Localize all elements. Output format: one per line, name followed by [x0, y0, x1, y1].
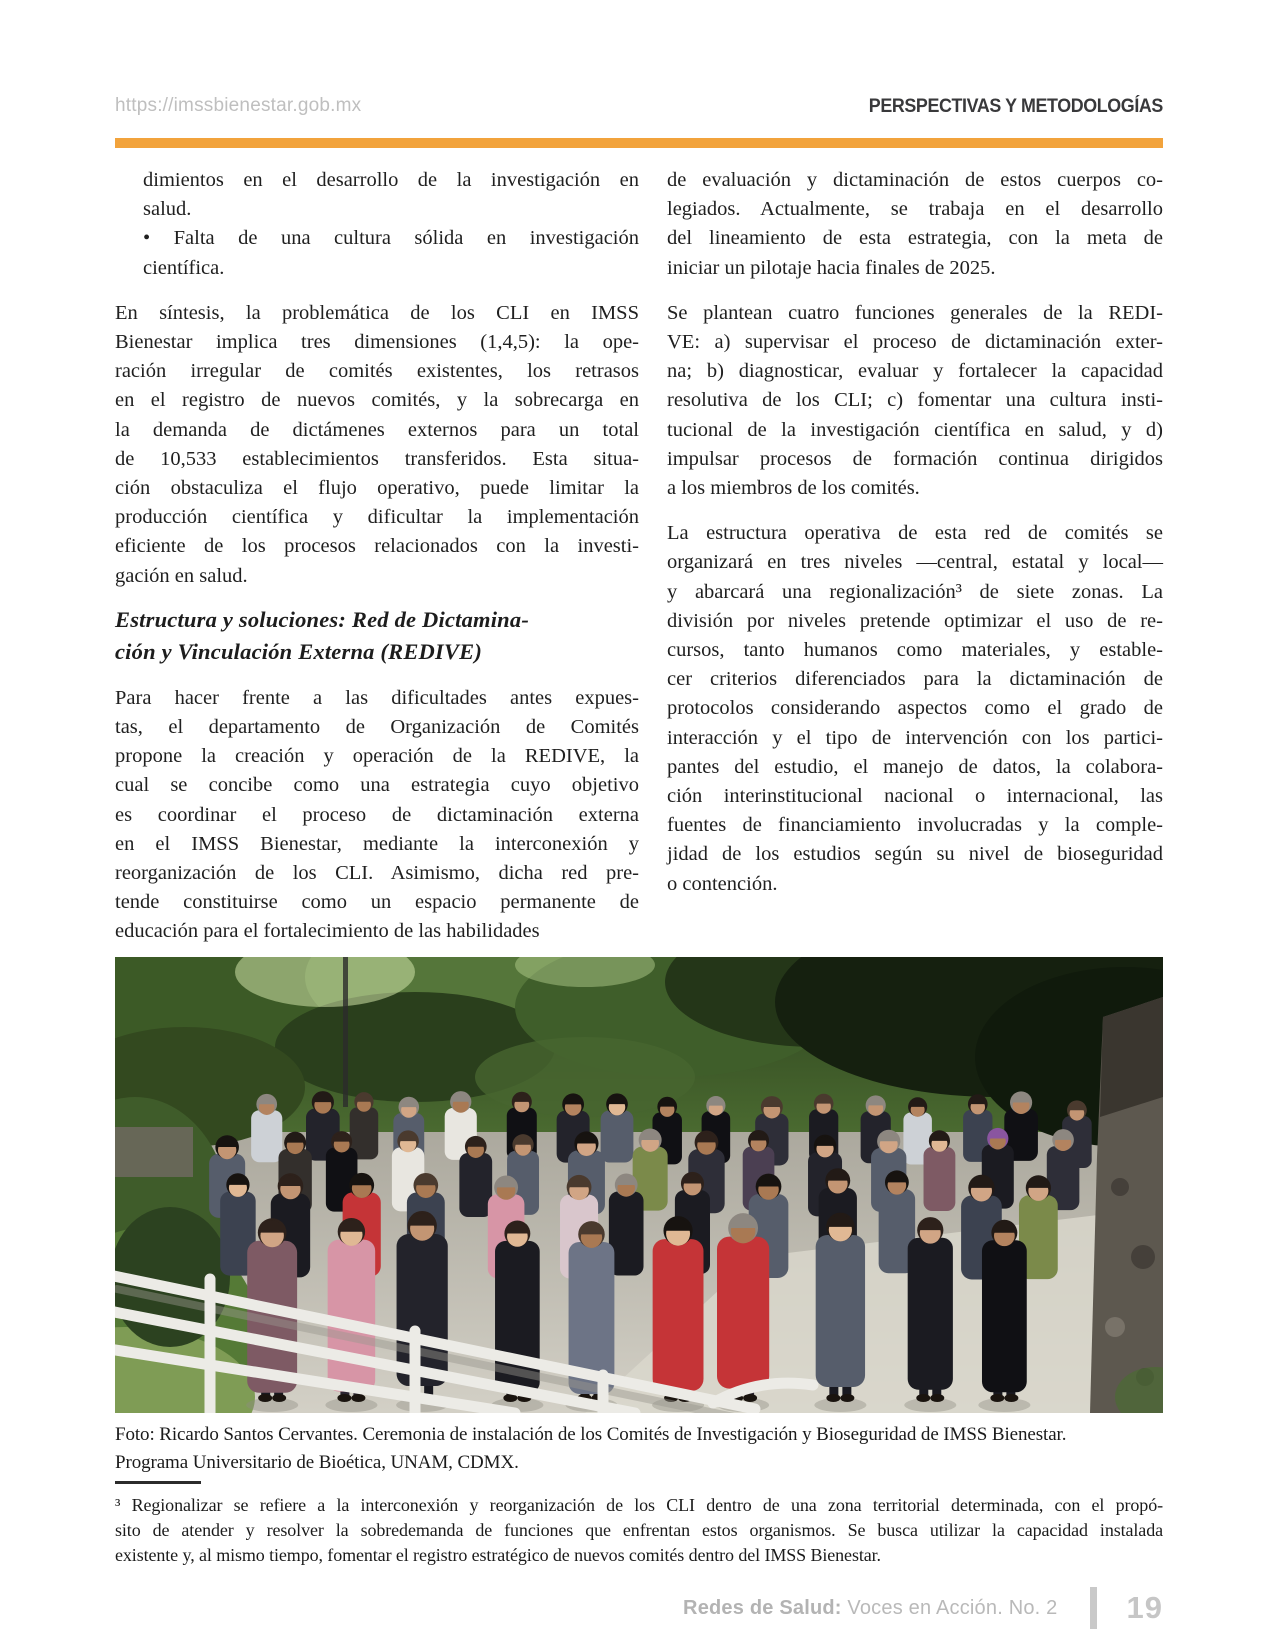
- text-line: salud.: [143, 198, 192, 221]
- text-line: Bienestar implica tres dimensiones (1,4,5): la ope-: [115, 331, 639, 354]
- footnote-line: existente y, al mismo tiempo, fomentar el registro estratégico de nuevos comités dentro del IMSS Bienestar.: [115, 1545, 881, 1565]
- paragraph: [115, 299, 639, 591]
- footnote-line: sito de atender y resolver la sobredemanda de funciones que enfrentan estos organismos. Se busca utilizar la capacidad instalada: [115, 1520, 1163, 1540]
- text-line: a los miembros de los comités.: [667, 477, 920, 500]
- text-line: jidad de los estudios según su nivel de bioseguridad: [667, 843, 1163, 866]
- footnote-separator: [115, 1481, 201, 1484]
- text-line: producción científica y dificultar la implementación: [115, 506, 639, 529]
- journal-name-bold: Redes de Salud:: [683, 1596, 842, 1619]
- text-line: la demanda de dictámenes externos para un total: [115, 418, 639, 441]
- text-line: fuentes de financiamiento involucradas y la comple-: [667, 814, 1163, 837]
- text-line: na; b) diagnosticar, evaluar y fortalecer la capacidad: [667, 360, 1163, 383]
- journal-name: [683, 1597, 1057, 1620]
- text-line: científica.: [143, 256, 225, 279]
- paragraph: [115, 166, 639, 224]
- paragraph: [667, 519, 1163, 899]
- text-line: protocolos considerando aspectos como el grado de: [667, 697, 1163, 720]
- text-line: La estructura operativa de esta red de comités se: [667, 522, 1163, 545]
- text-line: de evaluación y dictaminación de estos cuerpos co-: [667, 169, 1163, 191]
- text-line: Para hacer frente a las dificultades antes expues-: [115, 686, 639, 709]
- text-line: es coordinar el proceso de dictaminación externa: [115, 803, 639, 826]
- page-number: 19: [1126, 1590, 1163, 1625]
- text-line: organizará en tres niveles —central, estatal y local—: [667, 551, 1163, 574]
- group-photo: [115, 957, 1163, 1413]
- text-line: educación para el fortalecimiento de las habilidades: [115, 920, 540, 943]
- photo-caption: [115, 1421, 1163, 1477]
- text-line: eficiente de los procesos relacionados con la investi-: [115, 535, 639, 558]
- text-line: tucional de la investigación científica en salud, y d): [667, 418, 1163, 441]
- text-line: del lineamiento de esta estrategia, con la meta de: [667, 227, 1163, 250]
- group-photo-illustration: [115, 957, 1163, 1413]
- text-line: legiados. Actualmente, se trabaja en el desarrollo: [667, 198, 1163, 221]
- section-heading: [115, 604, 639, 668]
- text-line: cual se concibe como una estrategia cuyo objetivo: [115, 774, 639, 797]
- header-section-title: PERSPECTIVAS Y METODOLOGÍAS: [868, 96, 1163, 117]
- text-line: tas, el departamento de Organización de Comités: [115, 716, 639, 739]
- journal-name-rest: Voces en Acción. No. 2: [847, 1596, 1058, 1619]
- text-line: ración irregular de comités existentes, los retrasos: [115, 360, 639, 383]
- text-line: en el IMSS Bienestar, mediante la interconexión y: [115, 832, 639, 855]
- text-line: dimientos en el desarrollo de la investigación en: [143, 169, 639, 191]
- text-line: iniciar un pilotaje hacia finales de 2025.: [667, 256, 996, 279]
- text-line: ción y Vinculación Externa (REDIVE): [115, 638, 483, 664]
- text-line: gación en salud.: [115, 564, 248, 587]
- paragraph: [115, 684, 639, 947]
- text-line: interacción y el tipo de intervención con los partici-: [667, 726, 1163, 749]
- text-line: resolutiva de los CLI; c) fomentar una cultura insti-: [667, 389, 1163, 412]
- text-line: pantes del estudio, el manejo de datos, la colabora-: [667, 755, 1163, 778]
- text-line: reorganización de los CLI. Asimismo, dicha red pre-: [115, 862, 639, 885]
- text-line: VE: a) supervisar el proceso de dictaminación exter-: [667, 331, 1163, 354]
- caption-line: Foto: Ricardo Santos Cervantes. Ceremonia de instalación de los Comités de Investigación y Bioseguridad de IMSS Bienestar.: [115, 1424, 1067, 1445]
- article-column-left: [115, 166, 639, 947]
- header-rule: [115, 138, 1163, 148]
- article-body: [115, 166, 1163, 947]
- text-line: propone la creación y operación de la REDIVE, la: [115, 745, 639, 768]
- text-line: de 10,533 establecimientos transferidos. Esta situa-: [115, 447, 639, 470]
- footer-divider: [1090, 1587, 1097, 1629]
- text-line: tende constituirse como un espacio permanente de: [115, 891, 639, 914]
- text-line: impulsar procesos de formación continua dirigidos: [667, 447, 1163, 470]
- article-column-right: [667, 166, 1163, 947]
- text-line: cer criterios diferenciados para la dictaminación de: [667, 668, 1163, 691]
- text-line: • Falta de una cultura sólida en investigación: [143, 227, 639, 250]
- paragraph: [667, 166, 1163, 283]
- text-line: ción interinstitucional nacional o internacional, las: [667, 785, 1163, 808]
- page-footer: [683, 1585, 1163, 1631]
- text-line: o contención.: [667, 872, 778, 895]
- caption-line: Programa Universitario de Bioética, UNAM, CDMX.: [115, 1452, 519, 1473]
- text-line: cursos, tanto humanos como materiales, y estable-: [667, 639, 1163, 662]
- text-line: En síntesis, la problemática de los CLI en IMSS: [115, 301, 639, 324]
- footnote: [115, 1493, 1163, 1568]
- footnote-line: ³ Regionalizar se refiere a la interconexión y reorganización de los CLI dentro de una zona territorial determinada, con el propó-: [115, 1495, 1163, 1515]
- lamp-post: [343, 957, 348, 1107]
- text-line: división por niveles pretende optimizar el uso de re-: [667, 609, 1163, 632]
- text-line: en el registro de nuevos comités, y la sobrecarga en: [115, 389, 639, 412]
- text-line: y abarcará una regionalización³ de siete zonas. La: [667, 580, 1163, 603]
- text-line: ción obstaculiza el flujo operativo, puede limitar la: [115, 477, 639, 500]
- header-url: https://imssbienestar.gob.mx: [115, 95, 362, 116]
- stone-wall-left: [115, 1127, 193, 1177]
- text-line: Estructura y soluciones: Red de Dictamina-: [115, 606, 530, 632]
- text-line: Se plantean cuatro funciones generales de la REDI-: [667, 301, 1163, 324]
- paragraph: [115, 224, 639, 282]
- paragraph: [667, 299, 1163, 503]
